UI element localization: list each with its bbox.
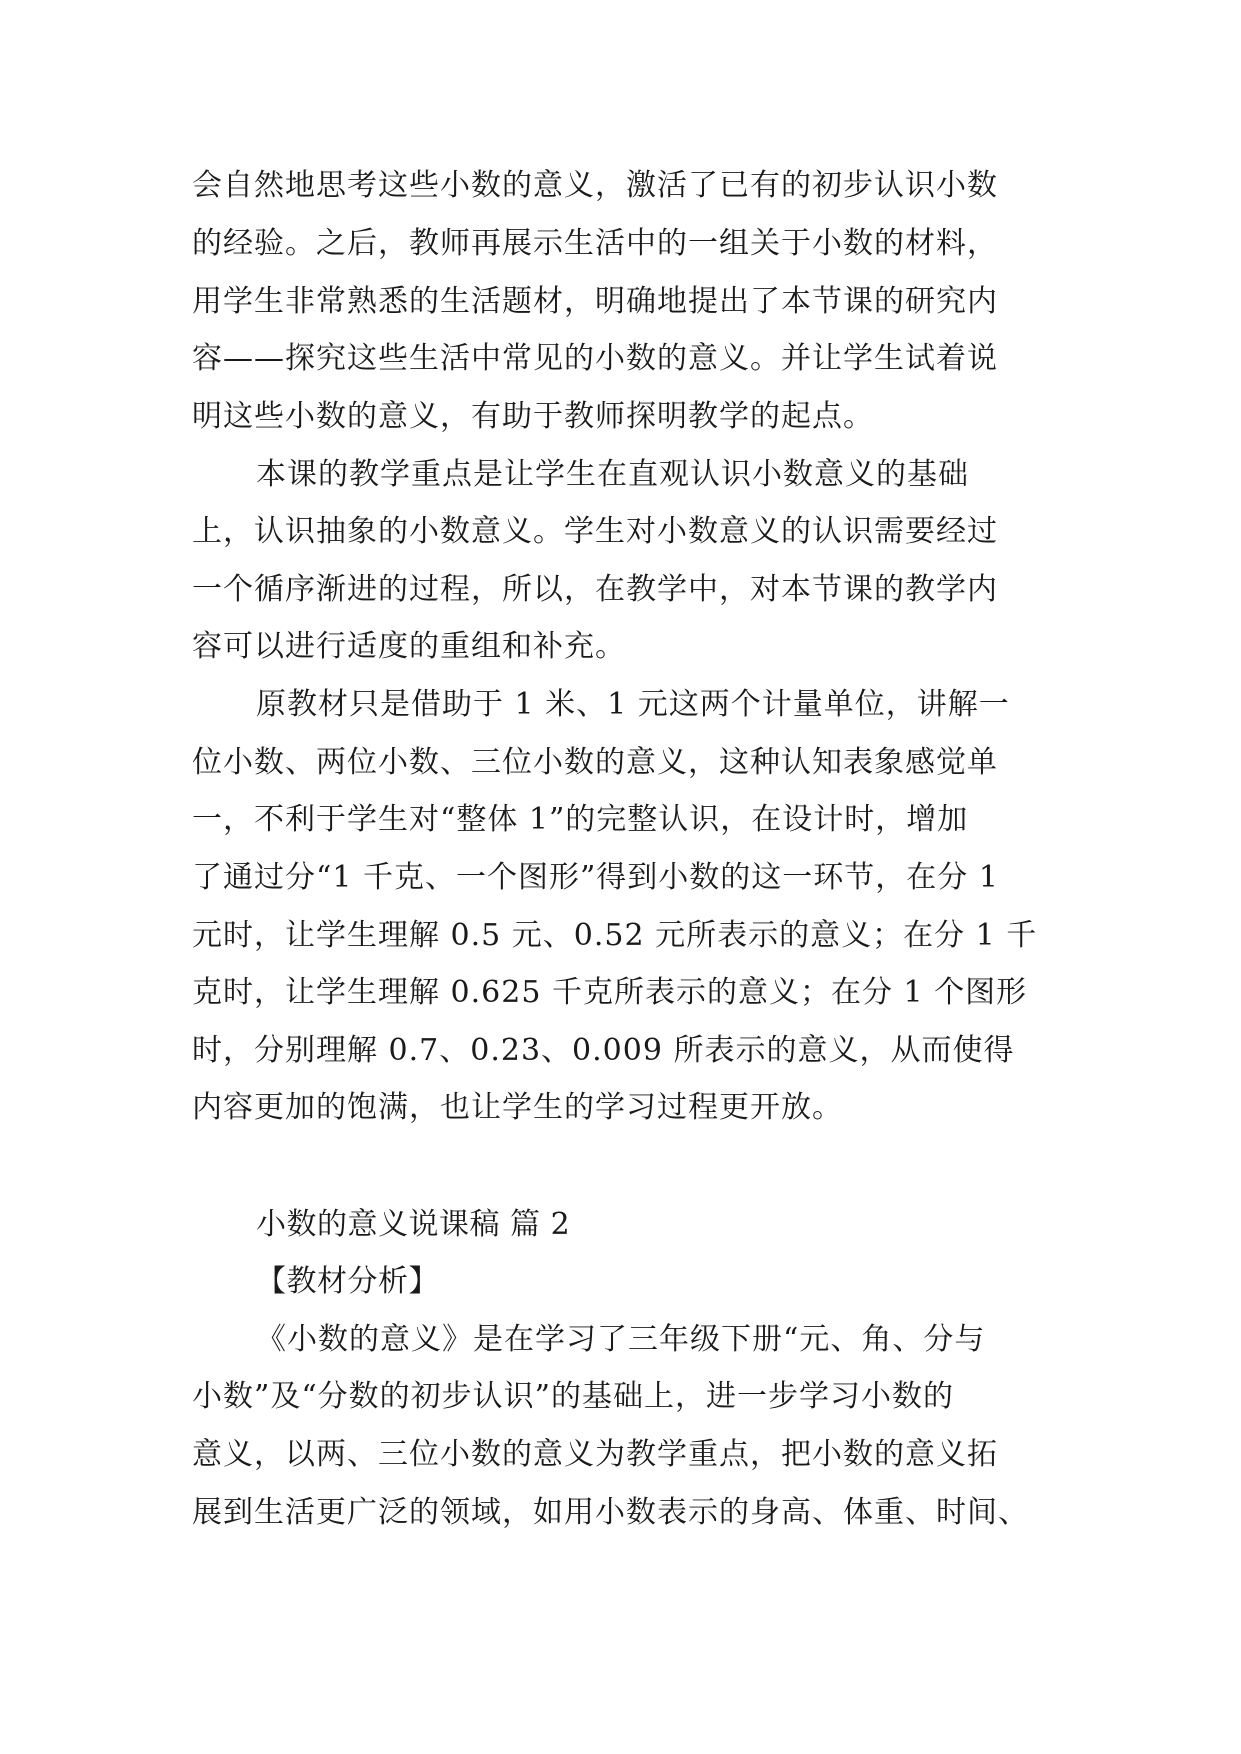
- paragraph-line: 《小数的意义》是在学习了三年级下册“元、角、分与: [256, 1322, 986, 1357]
- paragraph-line: 展到生活更广泛的领域，如用小数表示的身高、体重、时间、: [192, 1495, 1029, 1530]
- paragraph-line: 克时，让学生理解 0.625 千克所表示的意义；在分 1 个图形: [192, 975, 1028, 1010]
- section-heading: 小数的意义说课稿 篇 2: [256, 1207, 571, 1242]
- paragraph-line: 上，认识抽象的小数意义。学生对小数意义的认识需要经过: [192, 514, 998, 549]
- paragraph-line: 一个循序渐进的过程，所以，在教学中，对本节课的教学内: [192, 572, 998, 607]
- paragraph-line: 了通过分“1 千克、一个图形”得到小数的这一环节，在分 1: [192, 860, 999, 895]
- paragraph-line: 本课的教学重点是让学生在直观认识小数意义的基础: [256, 457, 969, 492]
- paragraph-line: 意义，以两、三位小数的意义为教学重点，把小数的意义拓: [192, 1437, 998, 1472]
- paragraph-line: 容可以进行适度的重组和补充。: [192, 629, 626, 664]
- paragraph-line: 会自然地思考这些小数的意义，激活了已有的初步认识小数: [192, 168, 998, 203]
- subsection-heading: 【教材分析】: [256, 1264, 439, 1299]
- paragraph-line: 元时，让学生理解 0.5 元、0.52 元所表示的意义；在分 1 千: [192, 918, 1038, 953]
- paragraph-line: 小数”及“分数的初步认识”的基础上，进一步学习小数的: [192, 1379, 955, 1414]
- paragraph-line: 用学生非常熟悉的生活题材，明确地提出了本节课的研究内: [192, 284, 998, 319]
- paragraph-line: 的经验。之后，教师再展示生活中的一组关于小数的材料，: [192, 226, 998, 261]
- paragraph-line: 一，不利于学生对“整体 1”的完整认识，在设计时，增加: [192, 802, 969, 837]
- paragraph-line: 内容更加的饱满，也让学生的学习过程更开放。: [192, 1090, 843, 1125]
- paragraph-line: 位小数、两位小数、三位小数的意义，这种认知表象感觉单: [192, 745, 998, 780]
- paragraph-line: 明这些小数的意义，有助于教师探明教学的起点。: [192, 399, 874, 434]
- paragraph-line: 时，分别理解 0.7、0.23、0.009 所表示的意义，从而使得: [192, 1033, 1015, 1068]
- paragraph-line: 容——探究这些生活中常见的小数的意义。并让学生试着说: [192, 341, 998, 376]
- paragraph-line: 原教材只是借助于 1 米、1 元这两个计量单位，讲解一: [256, 687, 1010, 722]
